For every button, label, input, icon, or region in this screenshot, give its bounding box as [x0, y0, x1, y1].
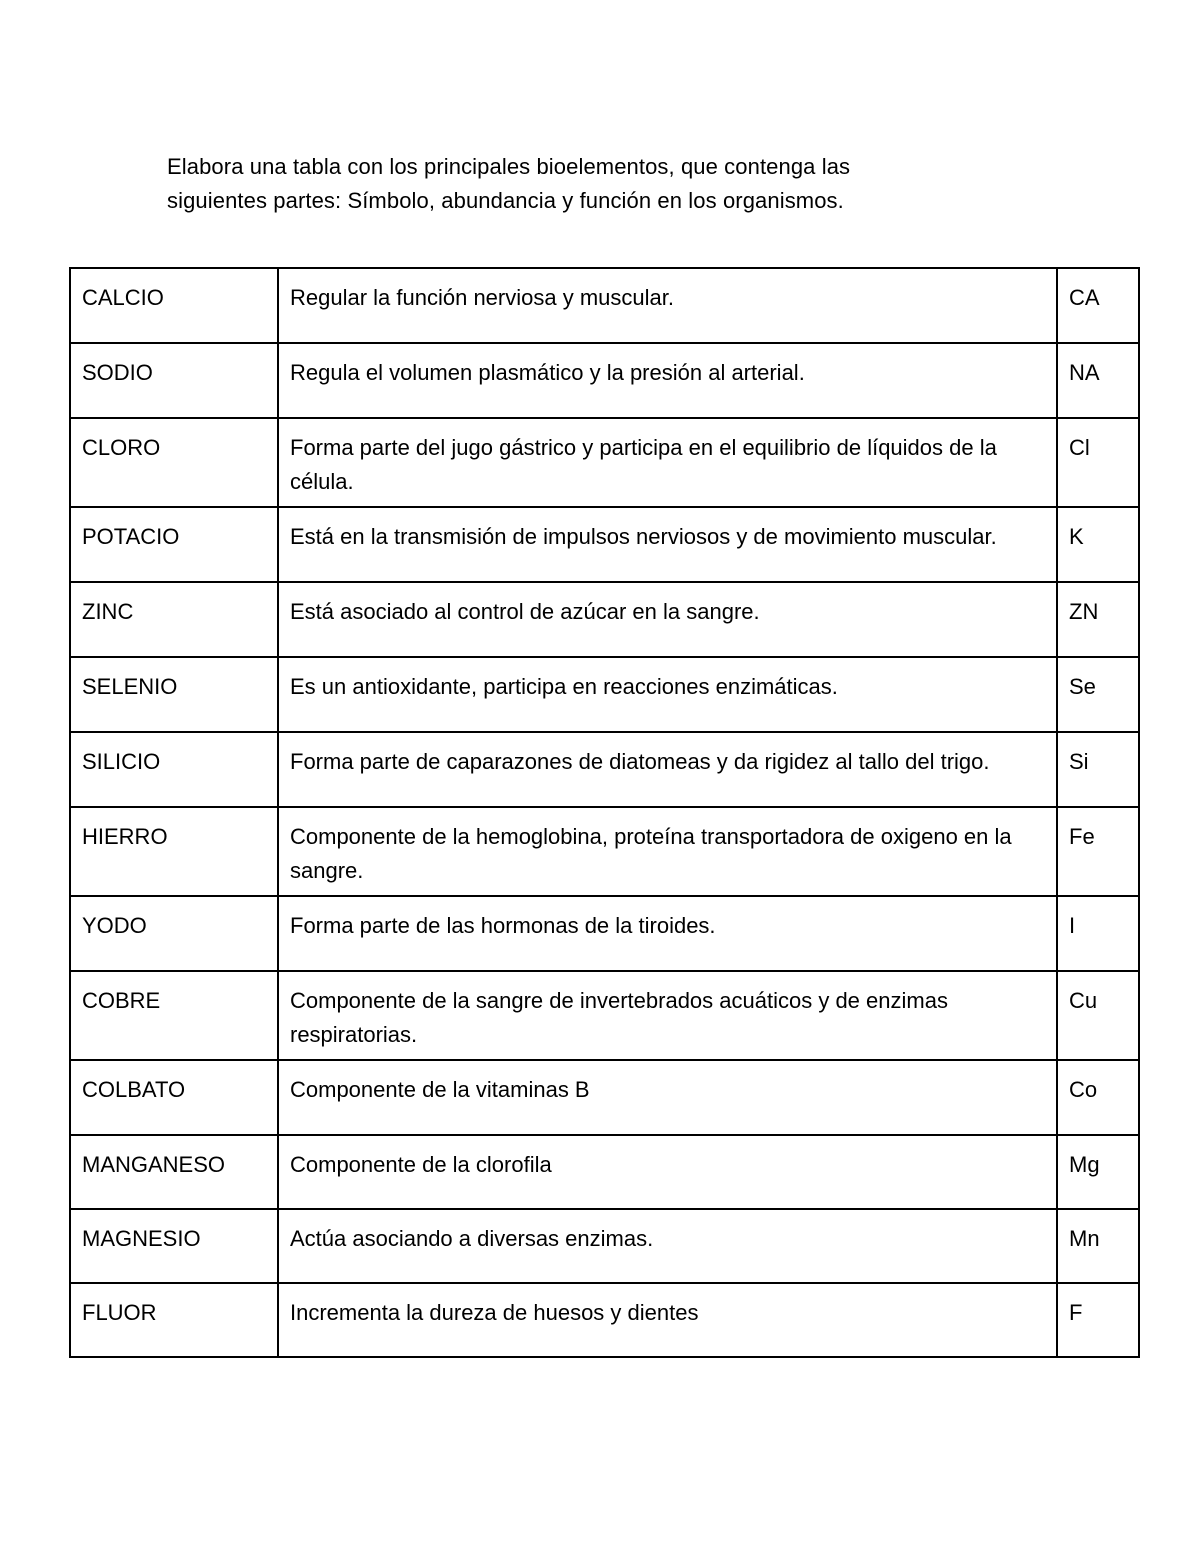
element-function-cell: Es un antioxidante, participa en reacciones enzimáticas. [278, 657, 1057, 732]
element-function-cell: Actúa asociando a diversas enzimas. [278, 1209, 1057, 1283]
element-function-cell: Regula el volumen plasmático y la presión al arterial. [278, 343, 1057, 418]
element-symbol-cell: Cu [1057, 971, 1139, 1060]
element-symbol-cell: Cl [1057, 418, 1139, 507]
element-symbol-cell: Se [1057, 657, 1139, 732]
table-row [70, 1135, 1139, 1209]
element-name-cell: POTACIO [70, 507, 278, 582]
table-row [70, 343, 1139, 418]
element-function-cell: Forma parte del jugo gástrico y participa en el equilibrio de líquidos de la célula. [278, 418, 1057, 507]
element-symbol-cell: Mn [1057, 1209, 1139, 1283]
element-function-cell: Componente de la hemoglobina, proteína transportadora de oxigeno en la sangre. [278, 807, 1057, 896]
table-row [70, 268, 1139, 343]
element-name-cell: ZINC [70, 582, 278, 657]
table-row [70, 971, 1139, 1060]
element-symbol-cell: ZN [1057, 582, 1139, 657]
element-name-cell: SODIO [70, 343, 278, 418]
element-name-cell: COLBATO [70, 1060, 278, 1135]
table-row [70, 896, 1139, 971]
element-name-cell: YODO [70, 896, 278, 971]
element-function-cell: Componente de la vitaminas B [278, 1060, 1057, 1135]
element-symbol-cell: I [1057, 896, 1139, 971]
element-name-cell: FLUOR [70, 1283, 278, 1357]
element-function-cell: Forma parte de las hormonas de la tiroides. [278, 896, 1057, 971]
table-row [70, 732, 1139, 807]
element-symbol-cell: Co [1057, 1060, 1139, 1135]
element-function-cell: Está en la transmisión de impulsos nerviosos y de movimiento muscular. [278, 507, 1057, 582]
element-symbol-cell: K [1057, 507, 1139, 582]
instructions-line-1: Elabora una tabla con los principales bioelementos, que contenga las [167, 154, 851, 179]
element-function-cell: Componente de la clorofila [278, 1135, 1057, 1209]
element-function-cell: Incrementa la dureza de huesos y dientes [278, 1283, 1057, 1357]
element-function-cell: Componente de la sangre de invertebrados acuáticos y de enzimas respiratorias. [278, 971, 1057, 1060]
table-row [70, 1283, 1139, 1357]
element-function-cell: Regular la función nerviosa y muscular. [278, 268, 1057, 343]
element-name-cell: SILICIO [70, 732, 278, 807]
element-symbol-cell: Mg [1057, 1135, 1139, 1209]
element-symbol-cell: Si [1057, 732, 1139, 807]
table-row [70, 807, 1139, 896]
bioelements-table [69, 267, 1140, 1358]
table-row [70, 1209, 1139, 1283]
element-name-cell: SELENIO [70, 657, 278, 732]
element-function-cell: Forma parte de caparazones de diatomeas y da rigidez al tallo del trigo. [278, 732, 1057, 807]
element-symbol-cell: Fe [1057, 807, 1139, 896]
element-name-cell: MAGNESIO [70, 1209, 278, 1283]
table-row [70, 1060, 1139, 1135]
element-name-cell: HIERRO [70, 807, 278, 896]
element-symbol-cell: NA [1057, 343, 1139, 418]
table-row [70, 507, 1139, 582]
element-name-cell: COBRE [70, 971, 278, 1060]
instructions-text [167, 150, 1027, 218]
element-function-cell: Está asociado al control de azúcar en la sangre. [278, 582, 1057, 657]
instructions-line-2: siguientes partes: Símbolo, abundancia y función en los organismos. [167, 188, 844, 213]
bioelements-table-wrapper [69, 267, 1138, 1358]
table-row [70, 418, 1139, 507]
element-name-cell: CLORO [70, 418, 278, 507]
table-row [70, 582, 1139, 657]
element-name-cell: CALCIO [70, 268, 278, 343]
element-name-cell: MANGANESO [70, 1135, 278, 1209]
element-symbol-cell: CA [1057, 268, 1139, 343]
element-symbol-cell: F [1057, 1283, 1139, 1357]
table-row [70, 657, 1139, 732]
